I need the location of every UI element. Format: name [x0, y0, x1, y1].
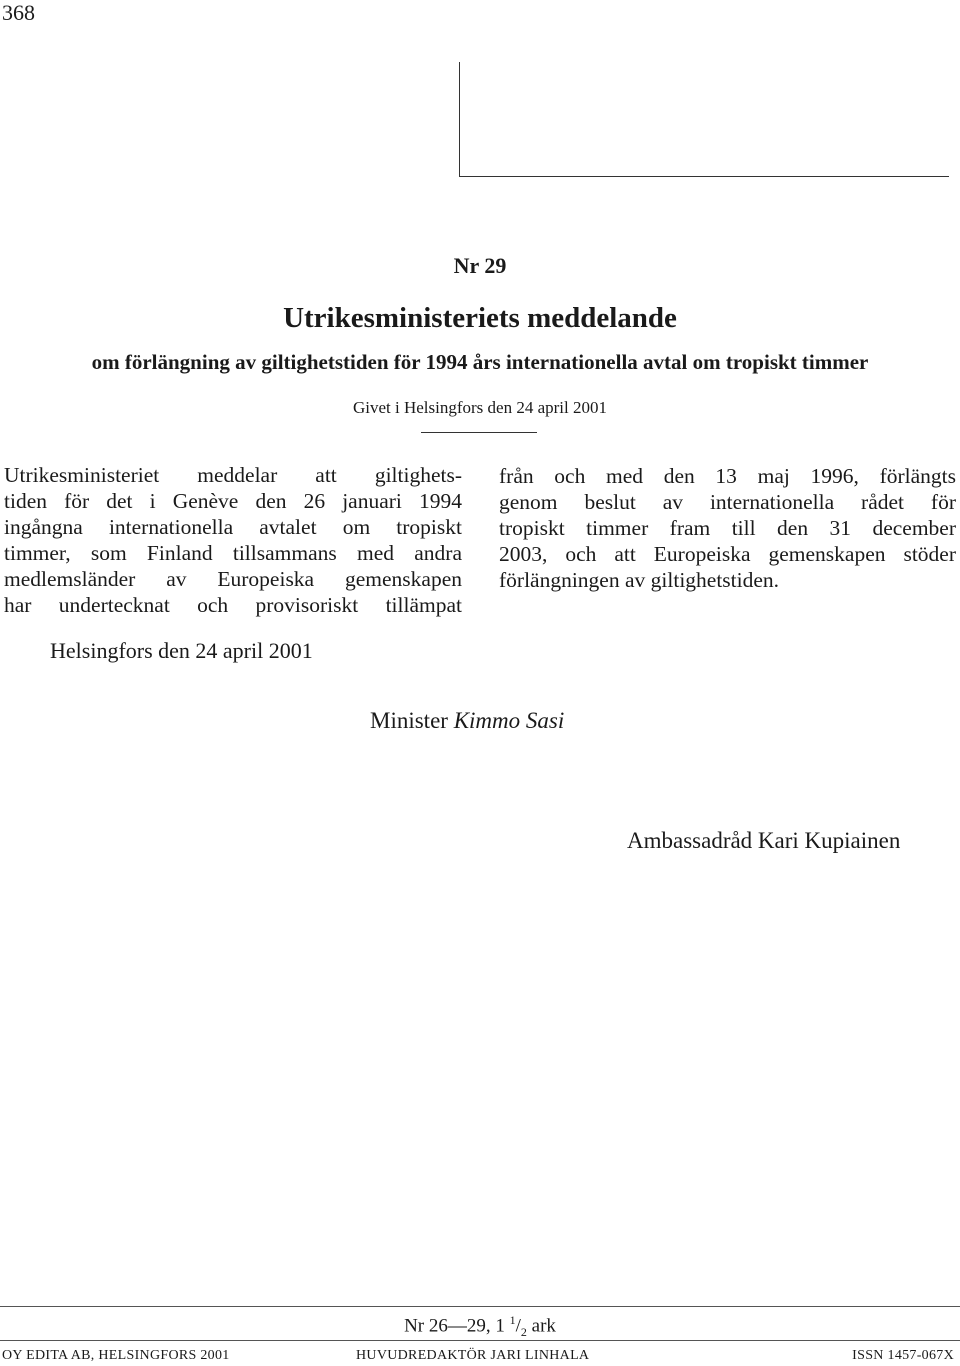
body-line: medlemsländer av Europeiska gemenskapen: [4, 567, 462, 591]
footer-issue-range: Nr 26—29, 1: [404, 1315, 505, 1337]
corner-frame: [459, 62, 949, 177]
body-line: genom beslut av internationella rådet för: [499, 490, 956, 514]
body-line: Utrikesministeriet meddelar att giltighets-: [4, 463, 462, 487]
body-line: timmer, som Finland tillsammans med andra: [4, 541, 462, 565]
footer-publisher: OY EDITA AB, HELSINGFORS 2001: [2, 1348, 230, 1363]
fraction-denominator: 2: [520, 1325, 527, 1340]
body-line: 2003, och att Europeiska gemenskapen stöder: [499, 542, 956, 566]
document-subtitle: om förlängning av giltighetstiden för 1994 års internationella avtal om tropiskt timmer: [91, 350, 869, 374]
title-divider: [421, 432, 537, 433]
footer-editor: HUVUDREDAKTÖR JARI LINHALA: [356, 1348, 590, 1363]
footer-issue-info: Nr 26—29, 1 $^1/_2$ ark: [404, 1313, 556, 1340]
body-column-left: [4, 462, 462, 618]
footer-rule-bottom: [0, 1340, 960, 1341]
body-line: tropiskt timmer fram till den 31 december: [499, 516, 956, 540]
ambassador-signature: Ambassadråd Kari Kupiainen: [627, 828, 901, 853]
footer-rule-top: [0, 1306, 960, 1307]
minister-name: Kimmo Sasi: [453, 708, 565, 733]
footer-sheet-unit: ark: [531, 1315, 556, 1337]
footer-issn: ISSN 1457-067X: [852, 1348, 954, 1363]
minister-title: Minister: [370, 708, 448, 733]
document-title: Utrikesministeriets meddelande: [283, 302, 677, 334]
place-and-date: Helsingfors den 24 april 2001: [50, 638, 313, 663]
fraction-numerator: 1: [509, 1313, 516, 1327]
body-column-right: [499, 463, 956, 593]
body-line: ingångna internationella avtalet om tropiskt: [4, 515, 462, 539]
page-number: 368: [2, 0, 35, 25]
body-line: tiden för det i Genève den 26 januari 1994: [4, 489, 462, 513]
minister-signature: [370, 708, 564, 734]
given-date-line: Givet i Helsingfors den 24 april 2001: [352, 398, 607, 417]
body-line: har undertecknat och provisoriskt tillämpat: [4, 593, 462, 617]
body-line: från och med den 13 maj 1996, förlängts: [499, 464, 956, 488]
body-line: förlängningen av giltighetstiden.: [499, 568, 780, 592]
document-number: Nr 29: [453, 253, 507, 278]
